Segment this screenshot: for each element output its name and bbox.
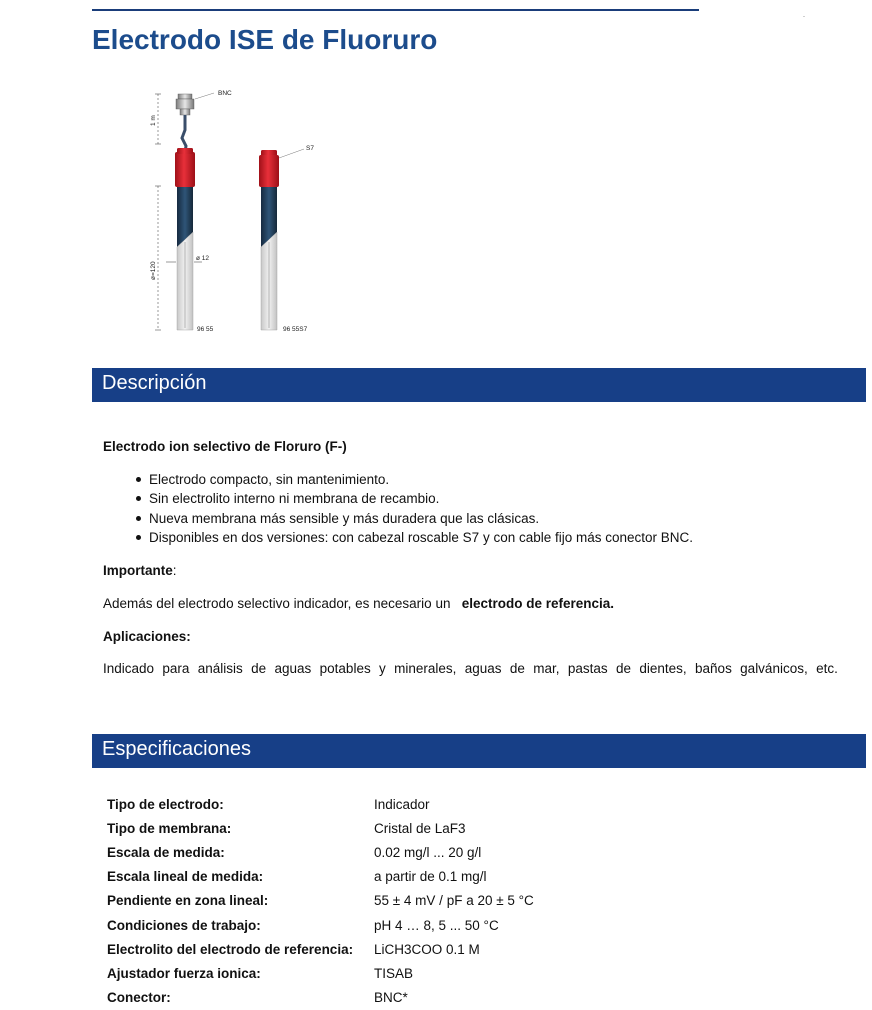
top-rule (92, 9, 699, 11)
table-row (107, 986, 674, 1010)
spec-value: TISAB (374, 965, 414, 981)
spec-value: LiCH3COO 0.1 M (374, 941, 480, 957)
section-title-especificaciones: Especificaciones (102, 738, 251, 760)
table-row (107, 816, 674, 840)
list-item: Electrodo compacto, sin mantenimiento. (134, 470, 693, 489)
description-subtitle: Electrodo ion selectivo de Floruro (F-) (103, 439, 347, 454)
specifications-table (107, 792, 674, 1010)
aplicaciones-word: minerales, (394, 661, 457, 676)
aplicaciones-word: mar, (533, 661, 560, 676)
label-bnc: BNC (218, 90, 232, 97)
aplicaciones-word: de (616, 661, 632, 676)
spec-value: Indicador (374, 796, 430, 812)
list-item: Disponibles en dos versiones: con cabezal roscable S7 y con cable fijo más conector BNC. (134, 528, 693, 547)
corner-dot (803, 16, 805, 17)
aplicaciones-word: y (379, 661, 386, 676)
aplicaciones-word: para (162, 661, 190, 676)
aplicaciones-word: aguas (274, 661, 312, 676)
list-item: Sin electrolito interno ni membrana de recambio. (134, 489, 693, 508)
spec-label: Tipo de membrana: (107, 820, 232, 836)
list-item: Nueva membrana más sensible y más duradera que las clásicas. (134, 509, 693, 528)
spec-label: Escala lineal de medida: (107, 869, 264, 885)
aplicaciones-word: de (251, 661, 267, 676)
table-row (107, 913, 674, 937)
aplicaciones-word: baños (695, 661, 732, 676)
label-model-b: 96 55S7 (283, 326, 308, 333)
spec-label: Pendiente en zona lineal: (107, 893, 269, 909)
aplicaciones-word: análisis (197, 661, 243, 676)
section-header-descripcion (92, 368, 866, 402)
importante-text: Además del electrodo selectivo indicador, es necesario un (103, 596, 451, 611)
electrode-bnc (175, 93, 214, 330)
electrode-s7 (259, 149, 304, 330)
spec-label: Condiciones de trabajo: (107, 917, 261, 933)
aplicaciones-text (103, 661, 838, 676)
aplicaciones-word: Indicado (103, 661, 155, 676)
reference-electrode-text: electrodo de referencia. (461, 596, 615, 611)
aplicaciones-word: potables (319, 661, 371, 676)
importante-line (103, 563, 177, 578)
feature-list (134, 470, 693, 547)
table-row (107, 889, 674, 913)
section-header-especificaciones (92, 734, 866, 768)
spec-label: Conector: (107, 990, 171, 1006)
spec-value: Cristal de LaF3 (374, 820, 466, 836)
label-one-m: 1 m (150, 115, 157, 126)
spec-value: BNC* (374, 990, 408, 1006)
aplicaciones-label: Aplicaciones: (103, 629, 191, 644)
electrode-drawing-svg (140, 82, 340, 344)
spec-label: Escala de medida: (107, 844, 225, 860)
label-diameter: ø 12 (196, 255, 210, 262)
importante-colon: : (172, 563, 177, 578)
spec-value: 0.02 mg/l ... 20 g/l (374, 844, 482, 860)
spec-label: Electrolito del electrodo de referencia: (107, 941, 354, 957)
aplicaciones-word: pastas (567, 661, 608, 676)
spec-value: pH 4 … 8, 5 ... 50 °C (374, 917, 499, 933)
aplicaciones-word: galvánicos, (740, 661, 808, 676)
label-length: ø=120 (150, 261, 157, 280)
label-s7: S7 (306, 145, 314, 152)
label-model-a: 96 55 (197, 326, 214, 333)
table-row (107, 840, 674, 864)
table-row (107, 961, 674, 985)
aplicaciones-word: de (509, 661, 525, 676)
aplicaciones-word: etc. (816, 661, 838, 676)
spec-label: Ajustador fuerza ionica: (107, 965, 261, 981)
spec-value: a partir de 0.1 mg/l (374, 869, 487, 885)
table-row (107, 937, 674, 961)
table-row (107, 792, 674, 816)
aplicaciones-word: dientes, (639, 661, 687, 676)
importante-label: Importante (103, 563, 173, 578)
importante-text-line (103, 596, 614, 611)
spec-value: 55 ± 4 mV / pF a 20 ± 5 °C (374, 893, 534, 909)
section-title-descripcion: Descripción (102, 372, 207, 394)
electrode-drawing (140, 82, 340, 344)
aplicaciones-word: aguas (464, 661, 502, 676)
page-title: Electrodo ISE de Fluoruro (92, 24, 438, 55)
table-row (107, 865, 674, 889)
spec-label: Tipo de electrodo: (107, 796, 224, 812)
